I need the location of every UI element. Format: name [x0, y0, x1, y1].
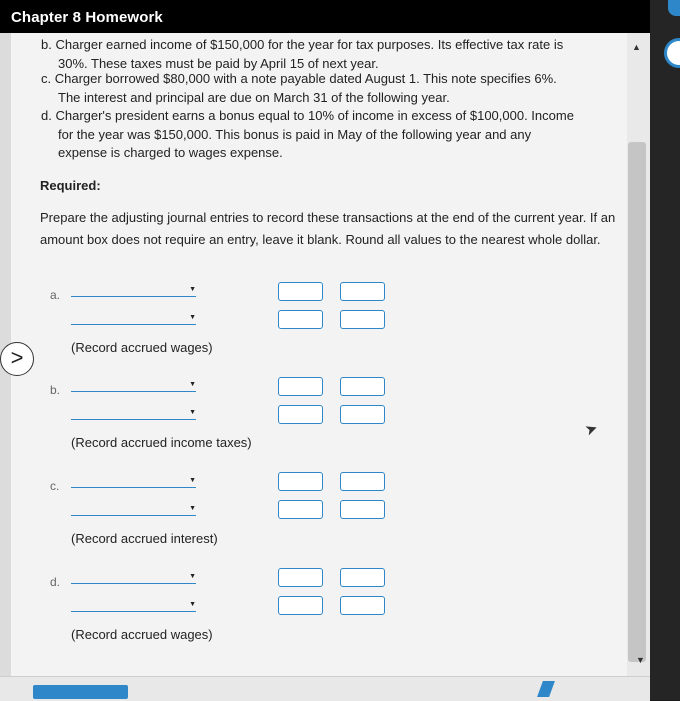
account-select[interactable] [71, 313, 196, 325]
item-letter: c. [41, 71, 52, 86]
debit-amount-input[interactable] [278, 377, 323, 396]
account-select[interactable] [71, 572, 196, 584]
entry-note: (Record accrued income taxes) [71, 435, 252, 450]
list-item [41, 107, 621, 163]
entry-label: d. [50, 575, 61, 589]
required-heading: Required: [40, 178, 101, 193]
item-text: Charger earned income of $150,000 for the year for tax purposes. Its effective tax rate is [55, 37, 564, 52]
account-select[interactable] [71, 380, 196, 392]
credit-amount-input[interactable] [340, 596, 385, 615]
title-bar [0, 0, 650, 33]
account-select[interactable] [71, 504, 196, 516]
credit-amount-input[interactable] [340, 377, 385, 396]
debit-amount-input[interactable] [278, 282, 323, 301]
triangle-down-icon: ▼ [189, 409, 196, 416]
bottom-toolbar [0, 676, 650, 701]
debit-amount-input[interactable] [278, 596, 323, 615]
triangle-down-icon: ▼ [189, 381, 196, 388]
debit-amount-input[interactable] [278, 500, 323, 519]
debit-amount-input[interactable] [278, 405, 323, 424]
account-select[interactable] [71, 408, 196, 420]
entry-label: c. [50, 479, 60, 493]
credit-amount-input[interactable] [340, 500, 385, 519]
entry-note: (Record accrued interest) [71, 531, 218, 546]
entry-label: a. [50, 288, 61, 302]
scrollbar-thumb[interactable] [628, 142, 646, 662]
item-letter: b. [41, 37, 52, 52]
debit-amount-input[interactable] [278, 310, 323, 329]
item-text: Charger's president earns a bonus equal to 10% of income in excess of $100,000. Income [55, 108, 574, 123]
chevron-right-icon[interactable]: > [0, 342, 34, 376]
credit-amount-input[interactable] [340, 282, 385, 301]
debit-amount-input[interactable] [278, 568, 323, 587]
item-text: The interest and principal are due on March 31 of the following year. [58, 89, 450, 105]
triangle-down-icon: ▼ [189, 573, 196, 580]
triangle-down-icon: ▼ [189, 314, 196, 321]
entry-note: (Record accrued wages) [71, 627, 213, 642]
edge-tab[interactable] [668, 0, 680, 16]
item-text: Charger borrowed $80,000 with a note payable dated August 1. This note specifies 6%. [54, 71, 557, 86]
triangle-down-icon: ▼ [189, 505, 196, 512]
edge-circle-button[interactable] [664, 38, 680, 68]
account-select[interactable] [71, 476, 196, 488]
item-letter: d. [41, 108, 52, 123]
credit-amount-input[interactable] [340, 310, 385, 329]
pointer-cursor-icon: ➤ [582, 419, 601, 440]
triangle-down-icon: ▼ [189, 477, 196, 484]
triangle-down-icon: ▼ [189, 601, 196, 608]
item-text: 30%. These taxes must be paid by April 15 of next year. [58, 55, 379, 71]
list-item [41, 36, 621, 73]
account-select[interactable] [71, 600, 196, 612]
right-edge-panel [650, 0, 680, 700]
item-text: for the year was $150,000. This bonus is paid in May of the following year and any [58, 126, 532, 142]
bottom-edge-mark [537, 681, 555, 697]
debit-amount-input[interactable] [278, 472, 323, 491]
triangle-down-icon: ▼ [189, 286, 196, 293]
entry-label: b. [50, 383, 61, 397]
page-title: Chapter 8 Homework [11, 9, 163, 26]
credit-amount-input[interactable] [340, 568, 385, 587]
scroll-down-icon[interactable]: ▼ [636, 655, 645, 665]
scroll-up-icon[interactable]: ▲ [632, 42, 641, 52]
list-item [41, 70, 621, 107]
account-select[interactable] [71, 285, 196, 297]
item-text: expense is charged to wages expense. [58, 145, 283, 160]
credit-amount-input[interactable] [340, 472, 385, 491]
credit-amount-input[interactable] [340, 405, 385, 424]
bottom-button[interactable] [33, 685, 128, 699]
entry-note: (Record accrued wages) [71, 340, 213, 355]
instructions: Prepare the adjusting journal entries to record these transactions at the end of the current year. If an amount box does not require an entry, leave it blank. Round all values to the nearest whole dollar. [40, 210, 616, 247]
